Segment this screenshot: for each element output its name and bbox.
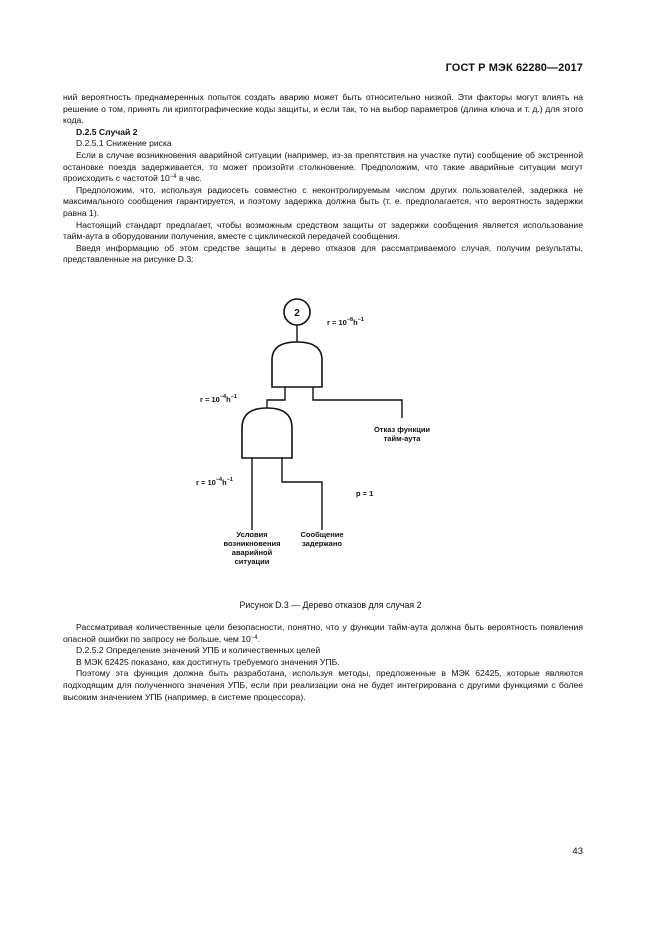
paragraph-delay: Предположим, что, используя радиосеть совместно с неконтролируемым числом других пользователей, задержка не максимального сообщения гарантируется, и поэтому задержка должна быть (т. е. предполагается, что вероятность задержки равна 1). <box>63 184 583 218</box>
wire-to-lower-gate <box>267 387 285 408</box>
paragraph-fault-tree-intro: Введя информацию об этом средстве защиты в дерево отказов для рассматриваемого случая, получим результаты, представленные на рисунке D.3: <box>63 242 583 265</box>
top-rate-label: $r = 10^{-8}h^{-1}$ <box>327 317 364 327</box>
subsection-heading-sil: D.2.5.2 Определение значений УПБ и количественных целей <box>76 645 321 656</box>
upper-text-block <box>63 92 583 266</box>
section-heading: D.2.5 Случай 2 <box>76 126 138 137</box>
paragraph-emergency <box>63 150 583 185</box>
paragraph-safety-targets-tail: . <box>257 633 261 644</box>
paragraph-safety-targets <box>63 622 583 645</box>
and-gate-top <box>272 342 322 387</box>
and-gate-lower <box>242 408 292 458</box>
message-delayed-label-line1: Сообщение <box>300 530 344 539</box>
mid-rate-label: $r = 10^{-4}h^{-1}$ <box>200 394 237 404</box>
paragraph-timeout: Настоящий стандарт предлагает, чтобы возможным средством защиты от задержки сообщения является использование тайм-аута в оборудовании получения, вместе с циклической передачей сообщения. <box>63 219 583 242</box>
paragraph-emergency-text: Если в случае возникновения аварийной ситуации (например, из-за препятствия на участке пути) сообщение об экстренной остановке поезда задерживается, то может произойти столкновение. Предположим, что такие аварийные ситуации могут происходить с частотой 10 <box>63 149 583 184</box>
emergency-label-line2: возникновения <box>223 539 281 548</box>
wire-to-message-delay <box>282 458 322 530</box>
figure-caption: Рисунок D.3 — Дерево отказов для случая 2 <box>239 600 422 610</box>
paragraph-iec-reference: В МЭК 62425 показано, как достигнуть требуемого значения УПБ. <box>76 656 340 667</box>
paragraph-conclusion: Поэтому эта функция должна быть разработана, используя методы, предложенные в МЭК 62425, которые являются подходящим для полученного значения УПБ, если при реализации она не будет интегрирована с другими функциями с более высоким значением УПБ (например, в системе процессора). <box>63 668 583 702</box>
timeout-failure-label-line1: Отказ функции <box>373 425 431 434</box>
paragraph-emergency-exponent: −4 <box>169 174 177 181</box>
document-header: ГОСТ Р МЭК 62280—2017 <box>445 62 583 74</box>
probability-label: p = 1 <box>356 489 374 498</box>
emergency-label-line1: Условия <box>236 530 268 539</box>
emergency-label-line4: ситуации <box>234 557 270 566</box>
paragraph-safety-targets-text: Рассматривая количественные цели безопасности, понятно, что у функции тайм-аута должна быть вероятность появления опасной ошибки по запросу не больше, чем 10 <box>63 622 583 644</box>
paragraph-safety-targets-exponent: −4 <box>250 634 258 641</box>
low-rate-label: $r = 10^{-4}h^{-1}$ <box>196 477 233 487</box>
timeout-failure-label-line2: тайм-аута <box>383 434 421 443</box>
paragraph-continuation: ний вероятность преднамеренных попыток создать аварию может быть относительно низкой. Эти факторы могут влиять на решение о том, принять ли криптографические коды защиты, и если так, то на выбор параметров (длина ключа и т. д.) для этого кода. <box>63 92 583 126</box>
page-number: 43 <box>572 846 583 857</box>
fault-tree-diagram <box>0 290 661 580</box>
lower-text-block <box>63 622 583 703</box>
paragraph-emergency-tail: в час. <box>176 173 202 184</box>
emergency-label-line3: аварийной <box>231 548 273 557</box>
subsection-heading: D.2.5.1 Снижение риска <box>76 138 172 149</box>
message-delayed-label-line2: задержано <box>302 539 342 548</box>
wire-to-timeout <box>313 387 402 418</box>
top-event-number: 2 <box>294 308 300 319</box>
